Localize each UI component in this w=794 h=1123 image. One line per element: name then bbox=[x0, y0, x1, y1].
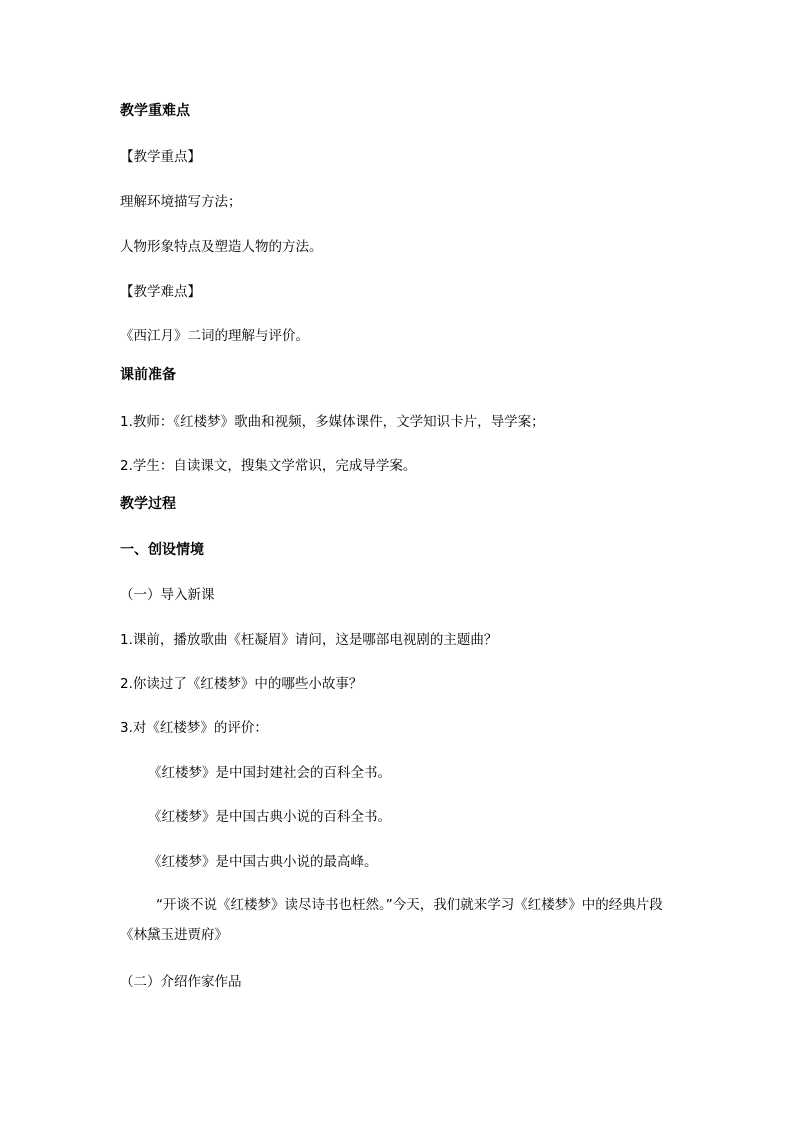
section-heading-preparation: 课前准备 bbox=[120, 367, 176, 383]
section-heading-key-points: 教学重难点 bbox=[120, 103, 190, 119]
text-line: 1.教师：《红楼梦》歌曲和视频，多媒体课件，文学知识卡片，导学案； bbox=[120, 414, 545, 430]
text-line-indented: 《红楼梦》是中国古典小说的最高峰。 bbox=[148, 854, 378, 870]
subheading-teaching-difficulty: 【教学难点】 bbox=[120, 284, 201, 300]
text-line: 2.学生：自读课文，搜集文学常识，完成导学案。 bbox=[120, 458, 417, 474]
text-line: 《西江月》二词的理解与评价。 bbox=[120, 328, 309, 344]
section-heading-process: 教学过程 bbox=[120, 496, 176, 512]
text-line-indented: 《红楼梦》是中国古典小说的百科全书。 bbox=[148, 809, 391, 825]
subheading-teaching-focus: 【教学重点】 bbox=[120, 149, 201, 165]
text-line: 理解环境描写方法； bbox=[120, 194, 242, 210]
text-line: 1.课前，播放歌曲《枉凝眉》请问，这是哪部电视剧的主题曲？ bbox=[120, 632, 498, 648]
paragraph-quote: “开谈不说《红楼梦》读尽诗书也枉然。”今天，我们就来学习《红楼梦》中的经典片段《林黛玉进贾府》 bbox=[120, 897, 663, 943]
text-line-indented: 《红楼梦》是中国封建社会的百科全书。 bbox=[148, 765, 391, 781]
text-line: 人物形象特点及塑造人物的方法。 bbox=[120, 239, 323, 255]
text-line: 2.你读过了《红楼梦》中的哪些小故事？ bbox=[120, 676, 363, 692]
text-line: 3.对《红楼梦》的评价： bbox=[120, 720, 268, 736]
subheading-new-lesson: （一）导入新课 bbox=[120, 587, 215, 603]
section-heading-scenario: 一、创设情境 bbox=[120, 542, 204, 558]
subheading-author-works: （二）介绍作家作品 bbox=[120, 974, 242, 990]
